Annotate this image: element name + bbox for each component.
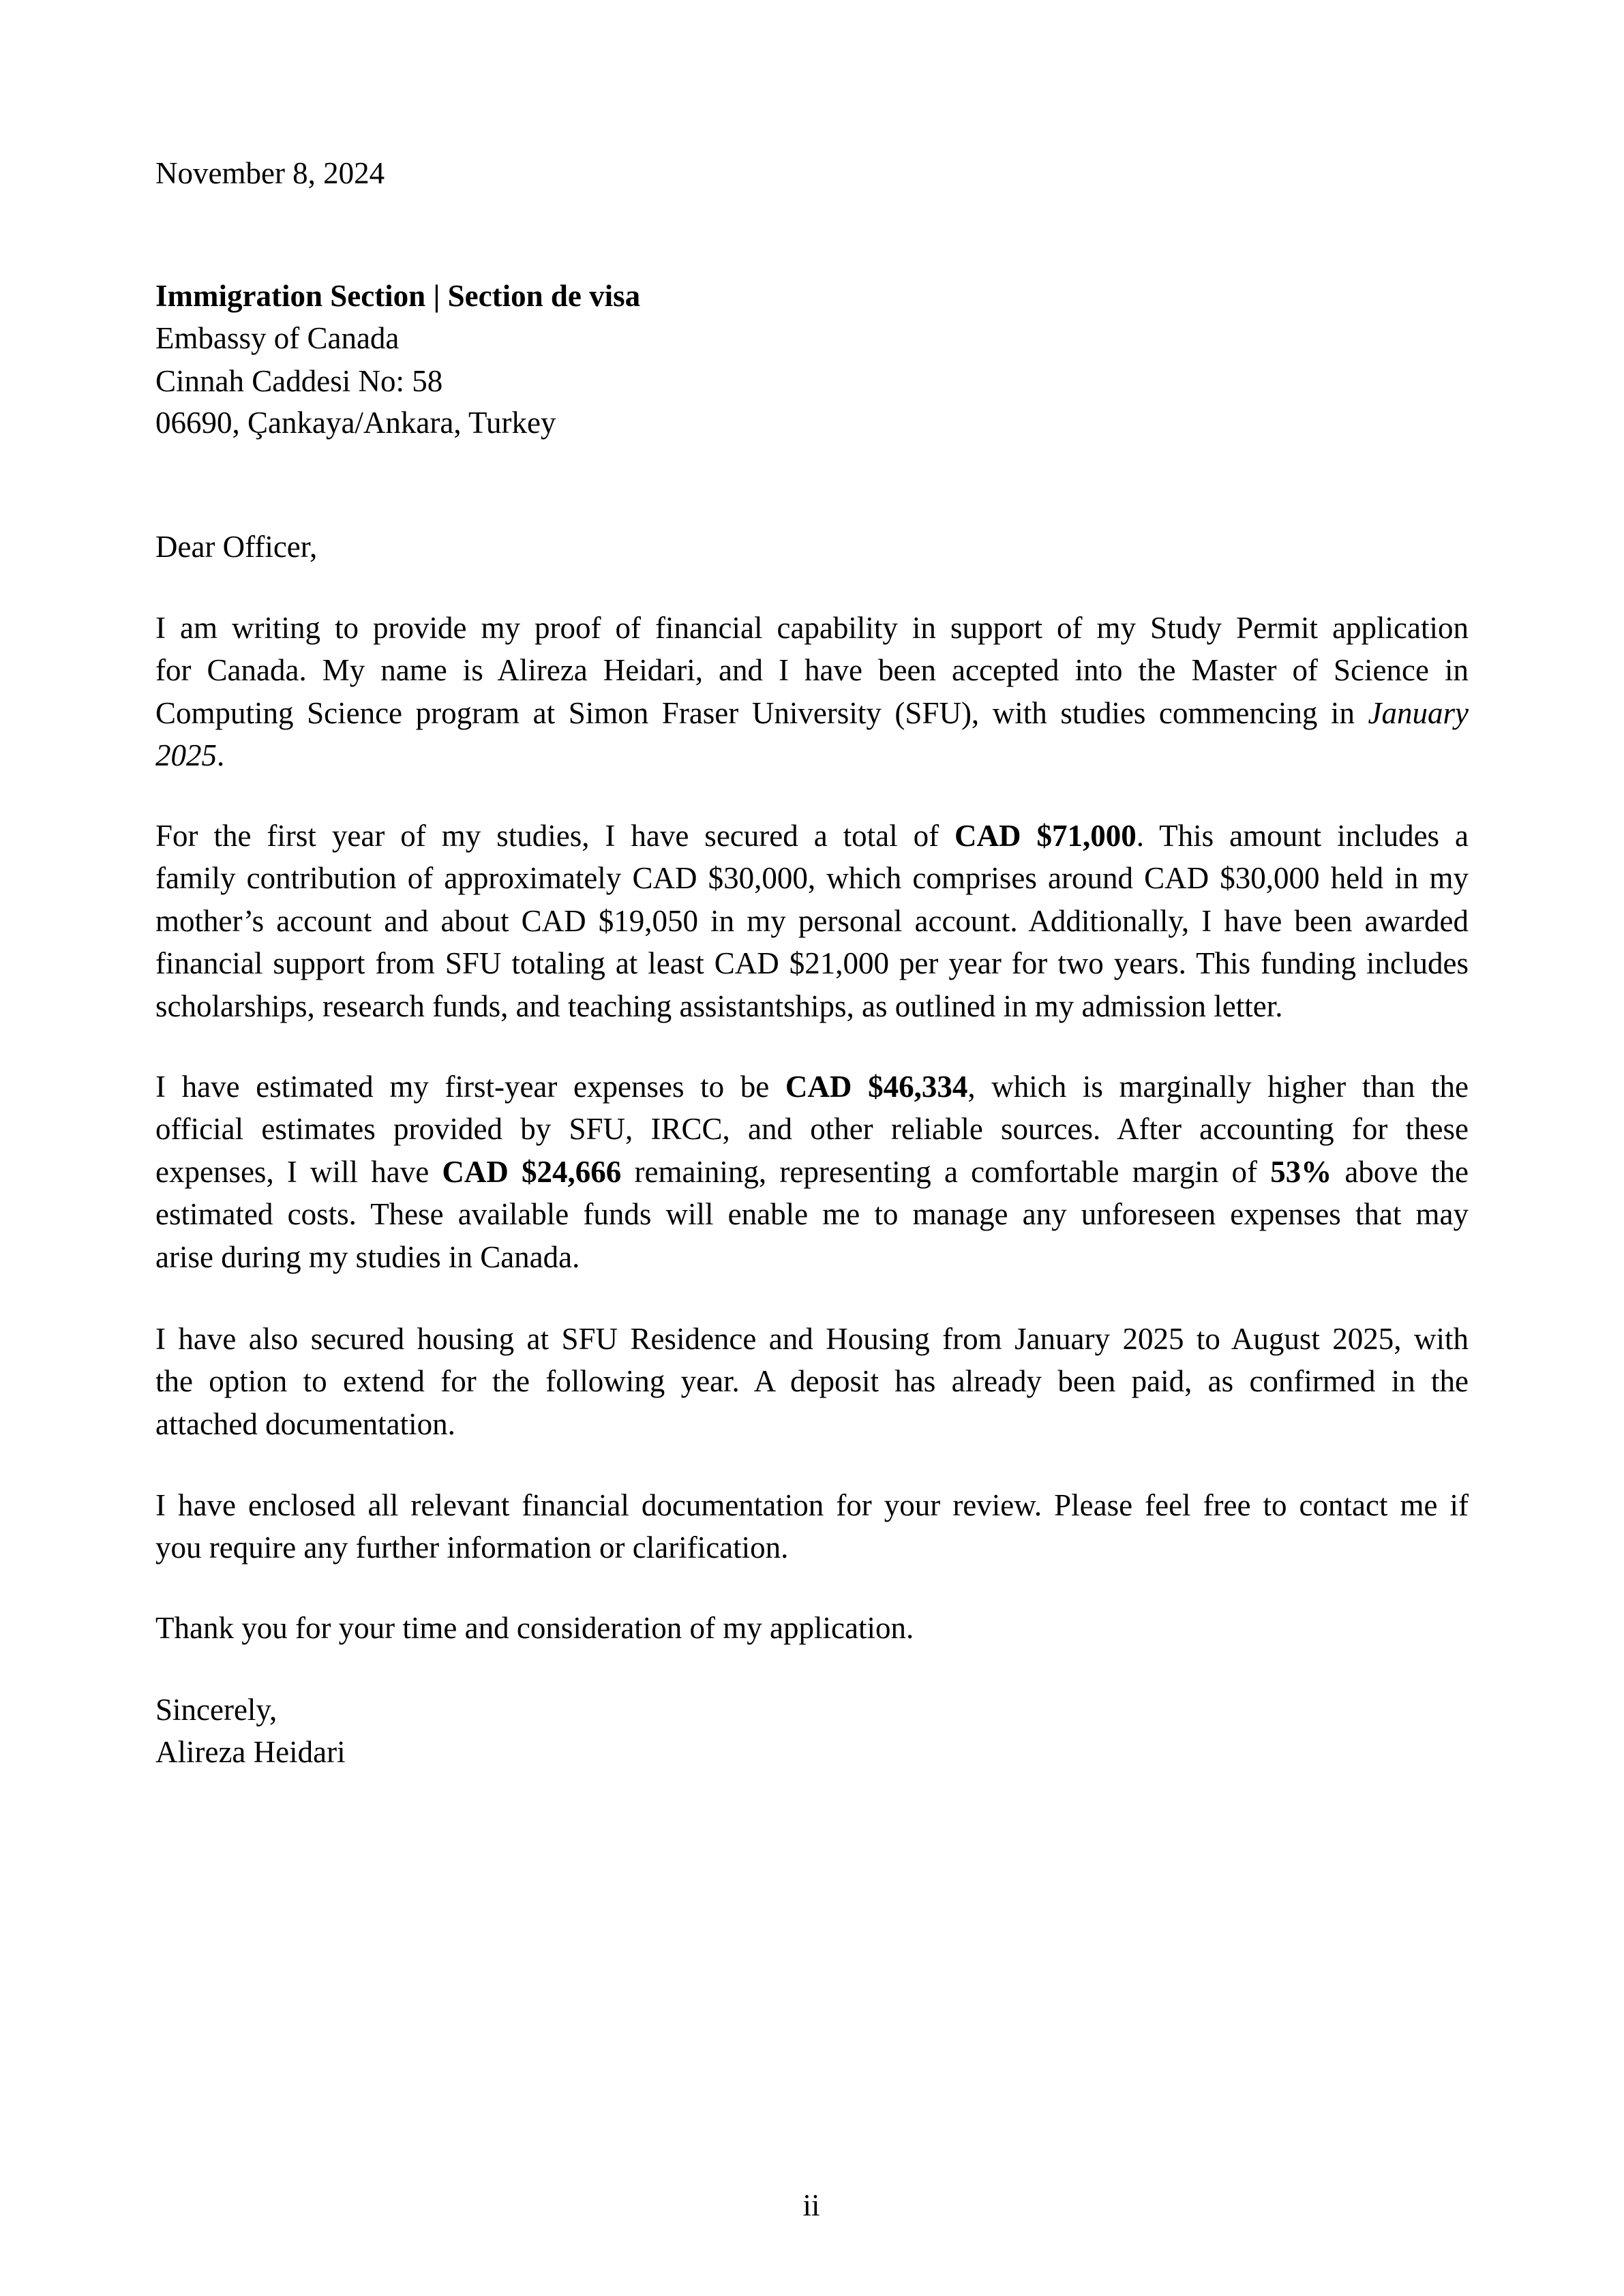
paragraph-line bbox=[155, 649, 1469, 691]
paragraph-line bbox=[155, 1526, 1469, 1569]
signature-name: Alireza Heidari bbox=[155, 1735, 346, 1769]
text-run: . This amount includes a bbox=[1136, 819, 1469, 853]
text-run: official estimates provided by SFU, IRCC, and other reliable sources. After accounting for these bbox=[155, 1112, 1469, 1147]
text-run: family contribution of approximately CAD $30,000, which comprises around CAD $30,000 held in my bbox=[155, 861, 1469, 896]
paragraph-housing bbox=[155, 1318, 1469, 1445]
text-run: I have enclosed all relevant financial documentation for your review. Please feel free to contact me if bbox=[155, 1488, 1469, 1522]
text-italic: 2025 bbox=[155, 738, 217, 773]
paragraph-documents bbox=[155, 1484, 1469, 1569]
paragraph-line bbox=[155, 942, 1469, 984]
paragraph-line bbox=[155, 900, 1469, 942]
recipient-line: Embassy of Canada bbox=[155, 321, 400, 355]
paragraph-line bbox=[155, 985, 1469, 1027]
paragraph-line bbox=[155, 1066, 1469, 1108]
text-run: you require any further information or clarification. bbox=[155, 1530, 789, 1565]
paragraph-line bbox=[155, 1236, 1469, 1278]
text-run: , which is marginally higher than the bbox=[967, 1070, 1469, 1104]
text-run: I have estimated my first-year expenses to be bbox=[155, 1070, 785, 1104]
paragraph-line bbox=[155, 1607, 1469, 1649]
text-run: estimated costs. These available funds will enable me to manage any unforeseen expenses that may bbox=[155, 1197, 1469, 1232]
paragraph-line bbox=[155, 607, 1469, 649]
text-bold: CAD $24,666 bbox=[442, 1154, 622, 1189]
paragraph-line bbox=[155, 692, 1469, 734]
text-bold: CAD $46,334 bbox=[785, 1070, 968, 1104]
text-run: attached documentation. bbox=[155, 1406, 455, 1441]
text-bold: 53% bbox=[1270, 1154, 1332, 1189]
paragraph-line bbox=[155, 1318, 1469, 1360]
text-run: . bbox=[217, 738, 225, 773]
page-number: ii bbox=[802, 2188, 820, 2222]
recipient-line: Cinnah Caddesi No: 58 bbox=[155, 364, 443, 398]
closing: Sincerely, bbox=[155, 1693, 277, 1727]
text-run: arise during my studies in Canada. bbox=[155, 1239, 580, 1274]
paragraph-intro bbox=[155, 607, 1469, 777]
paragraph-line bbox=[155, 1193, 1469, 1235]
text-run: Thank you for your time and consideration of my application. bbox=[155, 1611, 914, 1645]
paragraph-expenses bbox=[155, 1066, 1469, 1278]
paragraph-line bbox=[155, 1151, 1469, 1193]
salutation: Dear Officer, bbox=[155, 530, 318, 564]
text-run: for Canada. My name is Alireza Heidari, and I have been accepted into the Master of Science in bbox=[155, 653, 1469, 688]
recipient-heading: Immigration Section | Section de visa bbox=[155, 279, 641, 313]
text-run: mother’s account and about CAD $19,050 in my personal account. Additionally, I have been awarded bbox=[155, 903, 1469, 938]
paragraph-line bbox=[155, 734, 1469, 776]
text-run: the option to extend for the following year. A deposit has already been paid, as confirmed in the bbox=[155, 1364, 1469, 1399]
paragraph-line bbox=[155, 1108, 1469, 1150]
text-run: above the bbox=[1332, 1154, 1469, 1189]
text-run: Computing Science program at Simon Fraser University (SFU), with studies commencing in bbox=[155, 695, 1368, 730]
paragraph-line bbox=[155, 815, 1469, 857]
paragraph-thanks bbox=[155, 1607, 1469, 1649]
letter-date: November 8, 2024 bbox=[155, 156, 385, 190]
text-bold: CAD $71,000 bbox=[954, 819, 1137, 853]
text-run: expenses, I will have bbox=[155, 1154, 442, 1189]
paragraph-line bbox=[155, 1484, 1469, 1526]
text-italic: January bbox=[1368, 695, 1469, 730]
text-run: scholarships, research funds, and teaching assistantships, as outlined in my admission letter. bbox=[155, 988, 1283, 1023]
paragraph-funds bbox=[155, 815, 1469, 1027]
recipient-line: 06690, Çankaya/Ankara, Turkey bbox=[155, 406, 556, 440]
paragraph-line bbox=[155, 1403, 1469, 1445]
text-run: I have also secured housing at SFU Residence and Housing from January 2025 to August 2025, with bbox=[155, 1322, 1469, 1356]
text-run: For the first year of my studies, I have secured a total of bbox=[155, 819, 955, 853]
text-run: I am writing to provide my proof of financial capability in support of my Study Permit application bbox=[155, 611, 1469, 645]
text-run: financial support from SFU totaling at least CAD $21,000 per year for two years. This funding includes bbox=[155, 946, 1469, 981]
paragraph-line bbox=[155, 857, 1469, 899]
text-run: remaining, representing a comfortable margin of bbox=[621, 1154, 1271, 1189]
paragraph-line bbox=[155, 1360, 1469, 1402]
